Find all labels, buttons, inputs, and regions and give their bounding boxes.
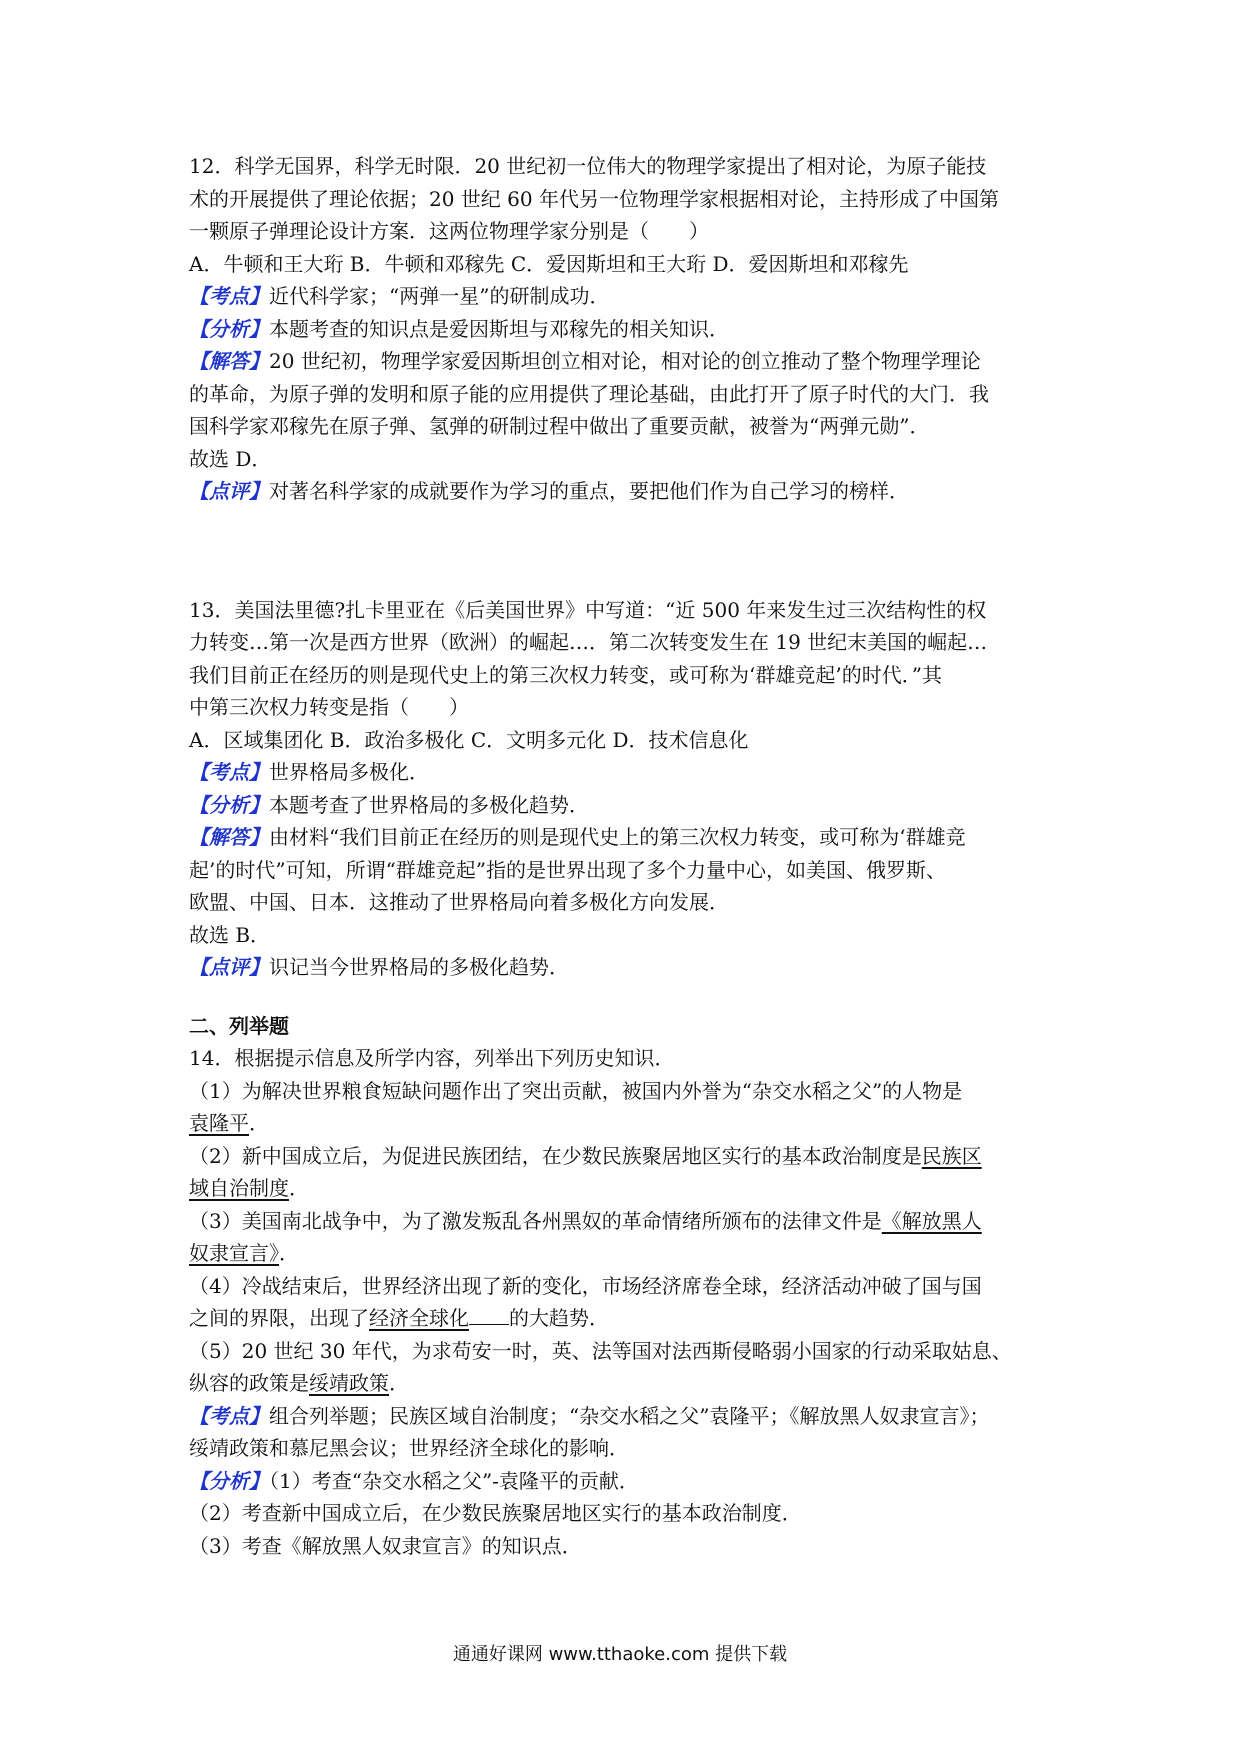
question-stem: 一颗原子弹理论设计方案．这两位物理学家分别是（ ） (189, 219, 709, 243)
kaodian-text: 世界格局多极化． (269, 760, 429, 784)
fenxi-text: （1）考查“杂交水稻之父”-袁隆平的贡献． (269, 1468, 639, 1493)
punctuation: ． (279, 1241, 299, 1265)
fenxi-row (189, 789, 1064, 822)
item-4-text: 之间的界限，出现了 (189, 1306, 369, 1330)
question-stem: 我们目前正在经历的则是现代史上的第三次权力转变，或可称为‘群雄竞起’的时代．”其 (189, 662, 942, 687)
fenxi-text: （2）考查新中国成立后，在少数民族聚居地区实行的基本政治制度． (189, 1501, 802, 1525)
kaodian-tag: 【考点】 (189, 284, 269, 308)
item-2-answer-row (189, 1172, 1064, 1205)
punctuation: ． (249, 1111, 269, 1135)
item-5-text: （5）20 世纪 30 年代，为求苟安一时，英、法等国对法西斯侵略弱小国家的行动采取姑息、 (189, 1338, 1012, 1363)
item-1-answer-row (189, 1107, 1064, 1140)
item-5-text: 纵容的政策是 (189, 1371, 309, 1395)
item-3-row (189, 1205, 1064, 1238)
fenxi-text: 本题考查的知识点是爱因斯坦与邓稼先的相关知识． (269, 316, 729, 341)
answer-underline: 经济全球化 (369, 1306, 469, 1330)
kaodian-text: 绥靖政策和慕尼黑会议；世界经济全球化的影响． (189, 1436, 629, 1460)
item-4-text: （4）冷战结束后，世界经济出现了新的变化，市场经济席卷全球，经济活动冲破了国与国 (189, 1273, 982, 1298)
fenxi-text: （3）考查《解放黑人奴隶宣言》的知识点． (189, 1533, 582, 1558)
answer-underline: 民族区 (921, 1143, 982, 1168)
jieda-text: 国科学家邓稼先在原子弹、氢弹的研制过程中做出了重要贡献，被誉为“两弹元勋”． (189, 414, 930, 438)
answer-text: 故选 D． (189, 446, 272, 471)
fenxi-tag: 【分析】 (189, 1468, 269, 1493)
spacer (189, 984, 1064, 1010)
question-13 (189, 594, 1064, 984)
question-stem: 术的开展提供了理论依据；20 世纪 60 年代另一位物理学家根据相对论，主持形成了中国第 (189, 186, 999, 211)
item-2-row (189, 1140, 1064, 1173)
fenxi-tag: 【分析】 (189, 316, 269, 341)
kaodian-row (189, 1400, 1064, 1433)
section-listing (189, 1010, 1064, 1563)
jieda-text: 20 世纪初，物理学家爱因斯坦创立相对论，相对论的创立推动了整个物理学理论 (269, 349, 981, 373)
document-body (189, 150, 1064, 1562)
kaodian-tag: 【考点】 (189, 1403, 269, 1428)
jieda-text: 起’的时代”可知，所谓“群雄竞起”指的是世界出现了多个力量中心，如美国、俄罗斯、 (189, 857, 947, 882)
question-stem: 12．科学无国界，科学无时限．20 世纪初一位伟大的物理学家提出了相对论，为原子能技 (189, 154, 987, 178)
dianping-tag: 【点评】 (189, 479, 269, 503)
section-heading: 二、列举题 (189, 1013, 289, 1038)
answer-underline-blank (469, 1323, 509, 1325)
item-5-answer-row (189, 1367, 1064, 1400)
answer-underline: 绥靖政策 (309, 1371, 389, 1395)
kaodian-row (189, 280, 1064, 313)
question-stem: 13．美国法里德?扎卡里亚在《后美国世界》中写道：“近 500 年来发生过三次结构性的权 (189, 597, 987, 622)
kaodian-tag: 【考点】 (189, 760, 269, 784)
jieda-text: 的革命，为原子弹的发明和原子能的应用提供了理论基础，由此打开了原子时代的大门．我 (189, 381, 989, 406)
question-options: A．牛顿和王大珩 B．牛顿和邓稼先 C．爱因斯坦和王大珩 D．爱因斯坦和邓稼先 (189, 251, 909, 276)
item-4-answer-row (189, 1302, 1064, 1335)
punctuation: ． (389, 1371, 409, 1395)
dianping-text: 识记当今世界格局的多极化趋势． (269, 955, 569, 979)
page-footer: 通通好课网 www.tthaoke.com 提供下载 (452, 1644, 788, 1665)
jieda-tag: 【解答】 (189, 825, 269, 849)
kaodian-text: 近代科学家；“两弹一星”的研制成功． (269, 284, 610, 308)
dianping-text: 对著名科学家的成就要作为学习的重点，要把他们作为自己学习的榜样． (269, 479, 909, 503)
question-stem: 14．根据提示信息及所学内容，列举出下列历史知识． (189, 1046, 675, 1070)
question-stem: 中第三次权力转变是指（ ） (189, 695, 469, 719)
answer-underline: 《解放黑人 (881, 1208, 982, 1233)
item-3-answer-row (189, 1237, 1064, 1270)
fenxi-tag: 【分析】 (189, 792, 269, 817)
question-12 (189, 150, 1064, 508)
question-options: A．区域集团化 B．政治多极化 C．文明多元化 D．技术信息化 (189, 727, 749, 752)
item-4-text: 的大趋势． (509, 1306, 609, 1330)
item-3-text: （3）美国南北战争中，为了激发叛乱各州黑奴的革命情绪所颁布的法律文件是 (189, 1208, 882, 1233)
kaodian-row (189, 756, 1064, 789)
fenxi-text: 本题考查了世界格局的多极化趋势． (269, 792, 589, 817)
answer-underline: 袁隆平 (189, 1111, 249, 1135)
dianping-tag: 【点评】 (189, 955, 269, 979)
answer-text: 故选 B． (189, 922, 271, 947)
jieda-text: 欧盟、中国、日本．这推动了世界格局向着多极化方向发展． (189, 890, 729, 914)
jieda-row (189, 345, 1064, 378)
dianping-row (189, 951, 1064, 984)
fenxi-row (189, 1465, 1064, 1498)
jieda-tag: 【解答】 (189, 349, 269, 373)
item-2-text: （2）新中国成立后，为促进民族团结，在少数民族聚居地区实行的基本政治制度是 (189, 1143, 922, 1168)
dianping-row (189, 475, 1064, 508)
jieda-row (189, 821, 1064, 854)
jieda-text: 由材料“我们目前正在经历的则是现代史上的第三次权力转变，或可称为‘群雄竞 (269, 825, 966, 849)
fenxi-row (189, 313, 1064, 346)
answer-underline: 域自治制度 (189, 1176, 289, 1200)
answer-underline: 奴隶宣言》 (189, 1241, 279, 1265)
punctuation: ． (289, 1176, 309, 1200)
item-1-text: （1）为解决世界粮食短缺问题作出了突出贡献，被国内外誉为“杂交水稻之父”的人物是 (189, 1078, 963, 1103)
question-stem: 力转变…第一次是西方世界（欧洲）的崛起…．第二次转变发生在 19 世纪末美国的崛起… (189, 630, 988, 654)
kaodian-text: 组合列举题；民族区域自治制度；“杂交水稻之父”袁隆平；《解放黑人奴隶宣言》； (269, 1403, 990, 1428)
spacer (189, 508, 1064, 594)
